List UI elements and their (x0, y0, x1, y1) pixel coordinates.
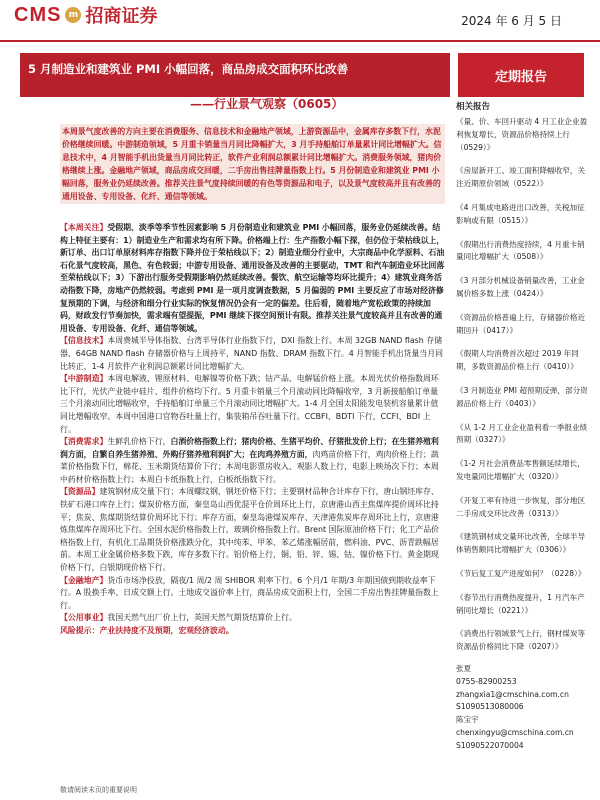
section-finance (60, 575, 445, 613)
related-report-link[interactable]: 《假期出行消费热度持续，4 月重卡销量同比增幅扩大（0508）》 (456, 239, 585, 262)
analyst-email[interactable]: chenxingyu@cmschina.com.cn (456, 727, 574, 737)
related-report-link[interactable]: 《1-2 月社会消费品零售额延续增长，发电量同比增幅扩大（0320）》 (456, 459, 585, 481)
section-text: 受假期、淡季等季节性因素影响 5 月份制造业和建筑业 PMI 小幅回落，服务业仍延续改善。结构上特征主要有：1）制造业生产和需求均有所下降。价格端上行：生产指数小幅下探，但仍位于荣枯线以上，新订单、出口订单原材料库存指数下降并位于荣枯线以下；2）制造业细分行业中，大宗商品中化学原料、石油石化景气度较高，黑色、有色较弱；中游专用设备、通用设备及改善的主要驱动，TMT 和汽车制造业环比回落至荣枯线以下；3）下游出行服务受假期影响仍然延续改善。餐饮、航空运输等均环比提升；4）建筑业商务活动指数下降，房地产仍然较弱。考虑到 PMI 是一项月度调查数据，5 月偏弱的 PMI 主要反应了市场对经济修复预期的下调，与经济和细分行业实际的恢复情况仍会有一定的偏差。往后看，随着地产宽松政策的持续加码，财政发行节奏加快，需求端有望提振，PMI 继续下探空间预计有限。推荐关注景气度较高并且有改善的通用设备、专用设备、化纤、通信等领域。 (60, 223, 445, 333)
section-label: 【本周关注】 (60, 223, 108, 232)
section-label: 【金融地产】 (60, 575, 108, 585)
title-banner (20, 53, 450, 97)
related-report-link[interactable]: 《建筑钢材成交量环比改善，全球半导体销售额同比增幅扩大（0306）》 (456, 532, 586, 555)
related-report-link[interactable]: 《开复工率有待进一步恢复，部分地区二手房成交环比改善（0313）》 (456, 495, 586, 518)
analyst-license: S1090522070004 (456, 740, 524, 750)
logo-chinese-name: 招商证券 (85, 6, 158, 27)
page-header (0, 0, 600, 42)
section-label: 【资源品】 (60, 487, 100, 497)
section-text: 本周费城半导体指数、台湾半导体行业指数下行，DXI 指数上行。本周 32GB NAND flash 存储器、64GB NAND flash 存储器价格与上周持平，NAND 指数、DRAM 指数下行。4 月智能手机出货量当月同比转正，1-4 月软件产业利润总额累计同比增幅扩大。 (60, 336, 444, 371)
related-report-link[interactable]: 《3 月制造业 PMI 超预期反弹，部分资源品价格上行（0403）》 (456, 385, 588, 408)
analyst-name: 陈宝宇 (456, 715, 479, 725)
section-midstream (60, 373, 445, 436)
related-report-link[interactable]: 《春节出行消费热度提升，1 月汽车产销同比增长（0221）》 (456, 592, 585, 615)
section-label: 【中游制造】 (60, 374, 108, 384)
section-it (60, 335, 445, 373)
related-report-link[interactable]: 《消费出行领域景气上行，钢材煤炭等资源品价格同比下降（0207）》 (456, 629, 586, 652)
page-footer: 敬请阅读末页的重要说明 (60, 786, 137, 794)
related-reports-list (456, 116, 592, 654)
section-text: 产业扶持度不及预期，宏观经济波动。 (99, 626, 234, 635)
analyst-contacts (456, 663, 592, 753)
section-text: 本周电解液、锂原材料、电解镍等价格下跌；钴产品、电解锰价格上涨。本周光伏价格指数周环比下行，光伏产业链中硅片、组件价格均下行。5 月重卡销量三个月滚动同比降幅收窄，3 月新接船舶订单量三个月滚动同比增幅收窄，手持船舶订单量三个月滚动同比增幅扩大。1-4 月全国太阳能发电装机容量累计值同比增幅收窄。本周中国港口官物吞吐量上行，集装箱吊吞吐量下行。CCBFI、BDTI 下行，CCFI、BDI 上行。 (60, 374, 439, 434)
section-label: 【消费需求】 (60, 437, 108, 447)
report-type-tag: 定期报告 (458, 53, 584, 97)
related-report-link[interactable]: 《量、价、车回升驱动 4 月工业企业盈利恢复增长，资源品价格持续上行（0529）》 (456, 117, 588, 152)
related-report-link[interactable]: 《从 1-2 月工业企业盈利看一季报业绩预期（0327）》 (456, 422, 588, 445)
related-report-link[interactable]: 《资源品价格普遍上行，存储器价格近期回升（0417）》 (456, 312, 586, 335)
analyst-phone: 0755-82900253 (456, 676, 517, 686)
summary-box: 本周景气度改善的方向主要在消费服务、信息技术和金融地产领域，上游资源品中，金属库存多数下行，水泥价格继续回暖。中游制造领域，5 月重卡销量当月同比降幅扩大，3 月手持船舶订单量累计同比增幅扩大。信息技术中，4 月智能手机出货量当月同比转正，软件产业利润总额累计同比增幅扩大。消费服务领域，猪肉价格继续上涨。金融地产领域，商品房成交回暖，二手房出售挂牌量指数上行。5 月份制造业和建筑业 PMI 小幅回落，服务业仍延续改善。推荐关注景气度持续回暖的有色等资源品和电子，以及景气度较高并且有改善的通用设备、专用设备、化纤、通信等领域。 (60, 124, 445, 204)
section-resources (60, 486, 445, 574)
section-utilities (60, 612, 445, 625)
report-body (60, 222, 445, 638)
report-subtitle: ——行业景气观察（0605） (190, 97, 344, 111)
section-risk (60, 625, 445, 638)
section-text: 我国天然气出厂价上行，英国天然气期货结算价上行。 (107, 613, 297, 623)
related-report-link[interactable]: 《节后复工复产进度如何？（0228）》 (456, 568, 586, 578)
section-label: 【信息技术】 (60, 336, 108, 346)
related-reports-title: 相关报告 (456, 102, 491, 112)
section-label: 【公用事业】 (60, 613, 108, 623)
analyst-email[interactable]: zhangxia1@cmschina.com.cn (456, 689, 569, 699)
section-text: 货币市场净投放，隔夜/1 周/2 周 SHIBOR 利率下行。6 个月/1 年期/3 年期国债到期收益率下行。A 股换手率、日成交额上行。土地成交溢价率上行，商品房成交面积上行，全国二手房出售挂牌量指数上行。 (60, 575, 439, 610)
related-report-link[interactable]: 《3 月部分机械设备销量改善，工业金属价格多数上涨（0424）》 (456, 276, 585, 298)
related-report-link[interactable]: 《房屋新开工、竣工面积降幅收窄，关注近期原价领域（0522）》 (456, 166, 586, 189)
analyst-name: 张夏 (456, 663, 472, 673)
section-label: 风险提示： (60, 626, 100, 635)
section-text: 白酒价格指数上行；猪肉价格、生猪平均价、仔猪批发价上行；在生猪养殖利润方面，自繁自养生猪养殖、外购仔猪养殖利润扩大；在肉鸡养殖方面， (60, 437, 439, 459)
analyst-license: S1090513080006 (456, 702, 524, 712)
logo-mark-icon: m (65, 7, 81, 23)
logo-text: CMS (14, 3, 62, 26)
related-report-link[interactable]: 《假期人均消费首次超过 2019 年同期，多数资源品价格上行（0410）》 (456, 349, 579, 372)
sidebar (456, 98, 592, 752)
report-title: 5 月制造业和建筑业 PMI 小幅回落，商品房成交面积环比改善 (28, 62, 349, 76)
section-text: 肉鸡苗价格下行，鸡肉价格上行；蔬菜价格指数下行，棉花、玉米期货结算价下行；本周电影票房收入、观影人数上行，电影上映场次下行；本周中药材价格指数上行；本周白卡纸指数上行，白板纸指数下行。 (60, 449, 439, 484)
related-report-link[interactable]: 《4 月集成电路进出口改善，关税加征影响或有限（0515）》 (456, 202, 585, 225)
company-logo (14, 2, 157, 28)
report-date: 2024 年 6 月 5 日 (461, 14, 562, 28)
section-weekly-focus (60, 222, 445, 335)
section-text: 建筑钢材成交量下行；本周螺纹钢、钢坯价格下行；主要钢材品种合计库存下行，唐山钢坯库存、铁矿石港口库存上行；煤炭价格方面，秦皇岛山西优混平仓价周环比上行，京唐港山西主焦煤库提价周环比持平；焦炭、焦煤期货结算价周环比下行；库存方面，秦皇岛港煤炭库存、天津港焦炭库存周环比上行，京唐港炼焦煤库存周环比下行。全国水泥价格指数上行，玻璃价格指数上行。Brent 国际原油价格下行；化工产品价格指数上行，有机化工品期货价格涨跌分化，其中纯苯、甲苯、苯乙烯涨幅居前，燃料油、PVC、沥青跌幅居前。本周工业金属价格多数下跌，库存多数下行。铝价格上行，铜、铅、锌、锡、钴、镍价格下行。黄金期现价格下行，白银期现价格下行。 (60, 487, 440, 573)
section-consumer (60, 436, 445, 486)
section-text: 生鲜乳价格下行， (107, 437, 171, 447)
